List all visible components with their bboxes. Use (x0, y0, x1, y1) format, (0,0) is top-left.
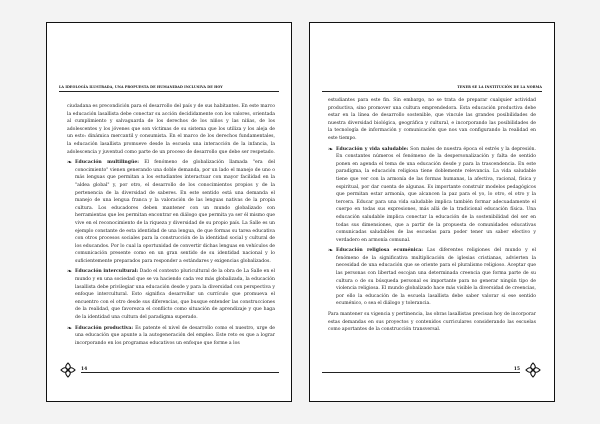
list-item (67, 159, 275, 265)
bullet-icon: ❧ (67, 268, 73, 276)
running-header: LA IDEOLOGÍA ILUSTRADA, UNA PROPUESTA DE HUMANIDAD INCLUSIVA DE HOY (59, 85, 223, 89)
intro-paragraph: ciudadana es precondición para el desarrollo del país y de sus habitantes. En este marco la educación lasallista debe conectar su acción decididamente con los valores, orientada al cumplimiento y salvaguarda de los derechos de los niños y las niñas, de los adolescentes y los jóvenes que son víctimas de su sistema que los utiliza y los aleja de un esto: dinámica mercantil y consumista. En el marco de los derechos fundamentales, la educación lasallista promueve desde la escuela una interacción de la infancia, la adolescencia y juventud como parte de un proceso de desarrollo que debe ser respetado. (67, 104, 275, 155)
left-page (46, 22, 292, 402)
right-page (309, 22, 555, 402)
page-body (67, 103, 275, 357)
page-body (328, 97, 536, 357)
item-title: Educación religiosa ecuménica: (336, 248, 423, 254)
item-text: Dado el contexto pluricultural de la obra de La Salle en el mundo y en una sociedad que se va haciendo cada vez más globalizada, la educación lasallista debe privilegiar una educación desde y para la diversidad con perspectiva y enfoque intercultural. Esto significa desarrollar un currículo que promueva el encuentro con el otro desde sus diferencias, que busque entender las construcciones de la realidad, que favorezca el conflicto como situación de aprendizaje y que haga de la identidad una cultura del paradigma superado. (75, 269, 275, 321)
item-text: El fenómeno de globalización llamada "era del conocimiento" vienen generando una doble demanda, por un lado el manejo de uno o más lenguas que permitan a los estudiantes interactuar con mayor facilidad en la "aldea global" y, por otro, el desarrollo de los conocimientos propios y de la pertenencia de la diversidad de saberes. En este sentido está una demanda el manejo de una lengua franca y la valoración de las lenguas nativas de la propia cultura. Los educadores deben mantener con un mundo globalizado con herramientas que les permitan encontrar en diálogo que permita ya ser él mismo que vive en el reconocimiento de la riqueza y diversidad de su propio país. La Salle es un ejemplo constante de esta identidad de una lengua, de que formas su tarea educativa con otros procesos sociales para la construcción de la identidad social y cultural de los educandos. Por lo cual la oportunidad de convertir dichas lenguas en vehículos de comunicación presente como en un gran sentido de su identidad nacional y lo suficientemente preparados para responder a estándares y exigencias globalizados. (75, 160, 275, 264)
bullet-icon: ❧ (67, 159, 73, 167)
list-item (328, 146, 536, 245)
list-item (67, 268, 275, 321)
ornament-icon (59, 361, 77, 379)
item-text: Son males de nuestra época el estrés y la depresión. En constantes números el fenómeno de la despersonalización y falta de sentido ponen en agenda el tema de una educación desde y para la trascendencia. En este paradigma, la educación religiosa tiene doblemente relevancia. La vida saludable tiene que ver con la armonía de las formas humanas, la afectiva, racional, física y espiritual, por dar cuenta de algunas. Es importante construir modelos pedagógicos que permitan estar armonía, que alcancen la paz para el yo, lo otro, el otro y la tercera. Educar para una vida saludable implica también formar adecuadamente el cuerpo en todas sus expresiones, más allá de la tradicional educación física. Una educación saludable implica conectar la educación de la sostenibilidad del ser en todas sus dimensiones, que a partir de la propuesta de comunidades educativas comunicadas saludables de las escuelas para poder tener un saber efectivo y verdadero en armonía comunal. (336, 146, 536, 243)
header-rule (59, 91, 279, 92)
item-text: Las diferentes religiones del mundo y el fenómeno de la significativa multiplicación de iglesias cristianas, advierten la necesidad de una educación que se oriente para el pluralismo religioso. Aceptar que las personas con libertad escojan una determinada creencia que forma parte de su cultura o de su búsqueda personal es importante para no generar ningún tipo de violencia religiosa. El mundo globalizado hace más visible la diversidad de creencias, por ello la educación de la escuela lasallista debe saber valorar si ese sentido ecuménico, o sea el diálogo y tolerancia. (336, 248, 536, 307)
item-title: Educación multilingüe: (75, 160, 139, 166)
closing-paragraph: Para mantener su vigencia y pertinencia, las obras lasallistas precisan hoy de incorporar estas demandas en sus proyectos y contenidos curriculares considerando las escuelas como aportantes de la construcción transversal. (328, 312, 536, 333)
item-title: Educación productiva: (75, 325, 134, 331)
bullet-icon: ❧ (328, 145, 334, 153)
list-item (328, 247, 536, 308)
page-footer (59, 361, 279, 383)
list-item (67, 325, 275, 348)
item-title: Educación intercultural: (75, 269, 139, 275)
page-number: 14 (81, 367, 88, 372)
ornament-icon (524, 361, 542, 379)
bullet-icon: ❧ (328, 247, 334, 255)
intro-paragraph: estudiantes para este fin. Sin embargo, no se trata de preparar cualquier actividad productiva, sino promover una cultura emprendedora. Esta educación productiva debe estar en la línea de desarrollo sostenible, que vincule las grandes posibilidades de nuestra diversidad biológica, geográfica y cultural, e incorporando las posibilidades de la tecnología de información y comunicación que nos van configurando la realidad en este tiempo. (328, 98, 536, 141)
page-footer (322, 361, 542, 383)
footer-rule (81, 372, 279, 373)
bullet-icon: ❧ (67, 324, 73, 332)
header-rule (322, 91, 542, 92)
item-text: Es patente el nivel de desarrollo como el nuestro, urge de una educación que apunte a la autogeneración del empleo. Este reto es que a lograr incorporando en los programas educativos un enfoque que forme a los (75, 325, 275, 346)
page-number: 15 (513, 367, 520, 372)
item-title: Educación y vida saludable: (336, 146, 409, 152)
running-header: TENER SE LA INSTITUCIÓN DE LA NORMA (457, 85, 542, 89)
footer-rule (322, 372, 520, 373)
